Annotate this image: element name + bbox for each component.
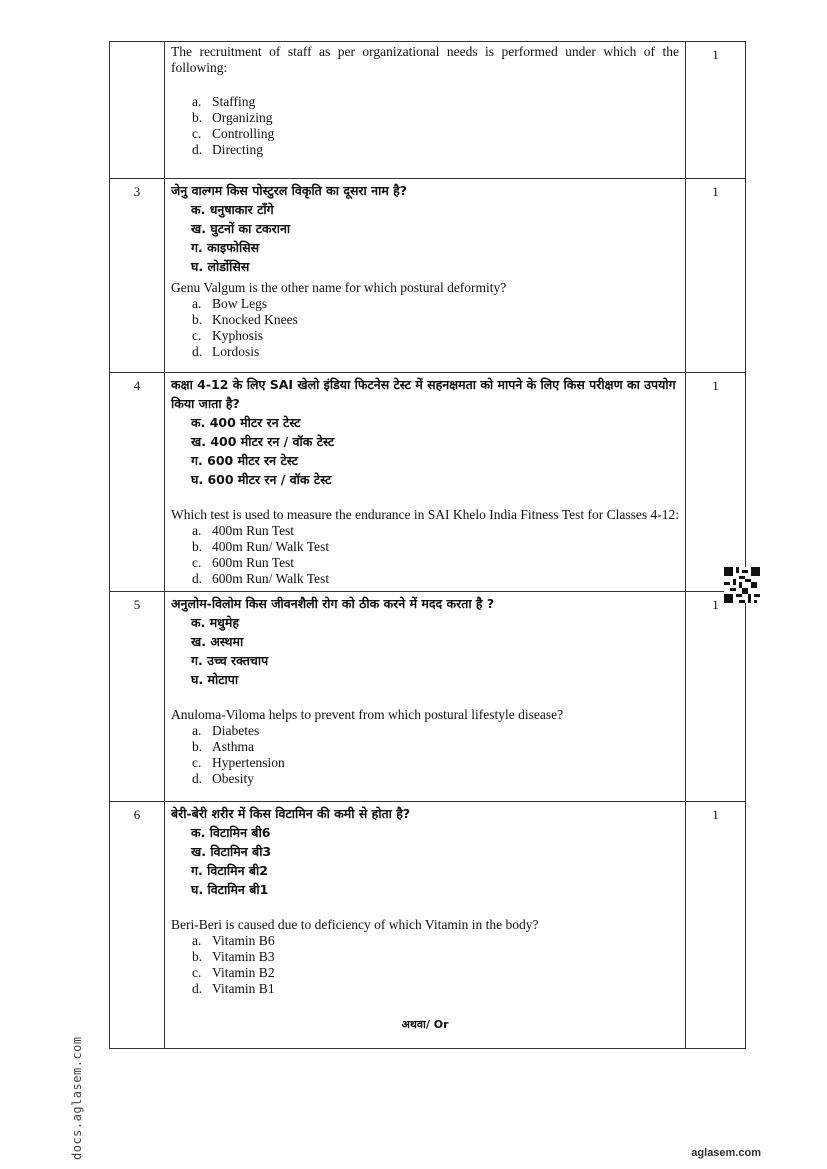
qr-code-icon xyxy=(724,567,760,603)
question-row xyxy=(110,373,746,592)
hindi-option: ग. उच्च रक्तचाप xyxy=(191,653,269,668)
question-cell xyxy=(165,42,686,179)
option: a. 400m Run Test xyxy=(192,523,295,538)
hindi-question: जेनु वाल्गम किस पोस्टुरल विकृति का दूसरा नाम है? xyxy=(171,183,408,198)
question-cell xyxy=(165,802,686,1049)
option: b. Vitamin B3 xyxy=(192,949,275,964)
question-row xyxy=(110,592,746,802)
hindi-option: ख. 400 मीटर रन / वॉक टेस्ट xyxy=(191,434,335,449)
question-marks: 1 xyxy=(686,592,746,802)
hindi-option: घ. लोर्डोसिस xyxy=(191,259,250,274)
hindi-question: कक्षा 4-12 के लिए SAI खेलो इंडिया फिटनेस टेस्ट में सहनक्षमता को मापने के लिए किस परीक्षण का उपयोग किया जाता है? xyxy=(171,377,676,411)
hindi-option: ख. विटामिन बी3 xyxy=(191,844,272,859)
question-cell xyxy=(165,592,686,802)
english-question: Anuloma-Viloma helps to prevent from which postural lifestyle disease? xyxy=(171,707,564,722)
option: c. Kyphosis xyxy=(192,328,264,343)
question-marks: 1 xyxy=(686,42,746,179)
option: d. Directing xyxy=(192,142,263,157)
hindi-option: ग. विटामिन बी2 xyxy=(191,863,268,878)
or-separator: अथवा/ Or xyxy=(401,1018,449,1031)
hindi-option: क. धनुषाकार टाँगे xyxy=(191,202,274,217)
question-marks: 1 xyxy=(686,373,746,592)
question-number: 4 xyxy=(110,373,165,592)
question-cell xyxy=(165,179,686,373)
hindi-question: अनुलोम-विलोम किस जीवनशैली रोग को ठीक करने में मदद करता है ? xyxy=(171,596,495,611)
option: d. Vitamin B1 xyxy=(192,981,275,996)
english-question: Genu Valgum is the other name for which postural deformity? xyxy=(171,280,507,295)
option: d. Obesity xyxy=(192,771,254,786)
hindi-option: क. मधुमेह xyxy=(191,615,239,630)
hindi-option: घ. 600 मीटर रन / वॉक टेस्ट xyxy=(191,472,332,487)
hindi-option: ख. घुटनों का टकराना xyxy=(191,221,291,236)
question-table xyxy=(109,41,746,1049)
option: b. Knocked Knees xyxy=(192,312,298,327)
question-number: 3 xyxy=(110,179,165,373)
hindi-option: ग. काइफोसिस xyxy=(191,240,260,255)
hindi-option: घ. विटामिन बी1 xyxy=(191,882,269,897)
option: b. Asthma xyxy=(192,739,254,754)
option: a. Diabetes xyxy=(192,723,260,738)
english-question: Beri-Beri is caused due to deficiency of which Vitamin in the body? xyxy=(171,917,539,932)
english-question: Which test is used to measure the endurance in SAI Khelo India Fitness Test for Classes 4-12: xyxy=(171,507,679,522)
option: b. 400m Run/ Walk Test xyxy=(192,539,330,554)
question-number xyxy=(110,42,165,179)
question-number: 6 xyxy=(110,802,165,1049)
question-marks: 1 xyxy=(686,802,746,1049)
option: a. Bow Legs xyxy=(192,296,268,311)
question-number: 5 xyxy=(110,592,165,802)
hindi-option: घ. मोटापा xyxy=(191,672,239,687)
option: a. Staffing xyxy=(192,94,256,109)
option: c. 600m Run Test xyxy=(192,555,295,570)
question-row xyxy=(110,179,746,373)
question-cell xyxy=(165,373,686,592)
option: c. Controlling xyxy=(192,126,275,141)
hindi-option: क. 400 मीटर रन टेस्ट xyxy=(191,415,301,430)
question-row xyxy=(110,42,746,179)
question-marks: 1 xyxy=(686,179,746,373)
side-watermark-url: docs.aglasem.com xyxy=(70,1036,84,1160)
option: b. Organizing xyxy=(192,110,273,125)
option: d. Lordosis xyxy=(192,344,260,359)
option: d. 600m Run/ Walk Test xyxy=(192,571,330,586)
hindi-option: क. विटामिन बी6 xyxy=(191,825,271,840)
english-question: The recruitment of staff as per organizational needs is performed under which of the following: xyxy=(171,44,679,75)
option: a. Vitamin B6 xyxy=(192,933,275,948)
option: c. Vitamin B2 xyxy=(192,965,275,980)
question-row xyxy=(110,802,746,1049)
hindi-question: बेरी-बेरी शरीर में किस विटामिन की कमी से होता है? xyxy=(171,806,411,821)
hindi-option: ग. 600 मीटर रन टेस्ट xyxy=(191,453,298,468)
footer-brand: aglasem.com xyxy=(691,1147,761,1159)
option: c. Hypertension xyxy=(192,755,285,770)
hindi-option: ख. अस्थमा xyxy=(191,634,244,649)
